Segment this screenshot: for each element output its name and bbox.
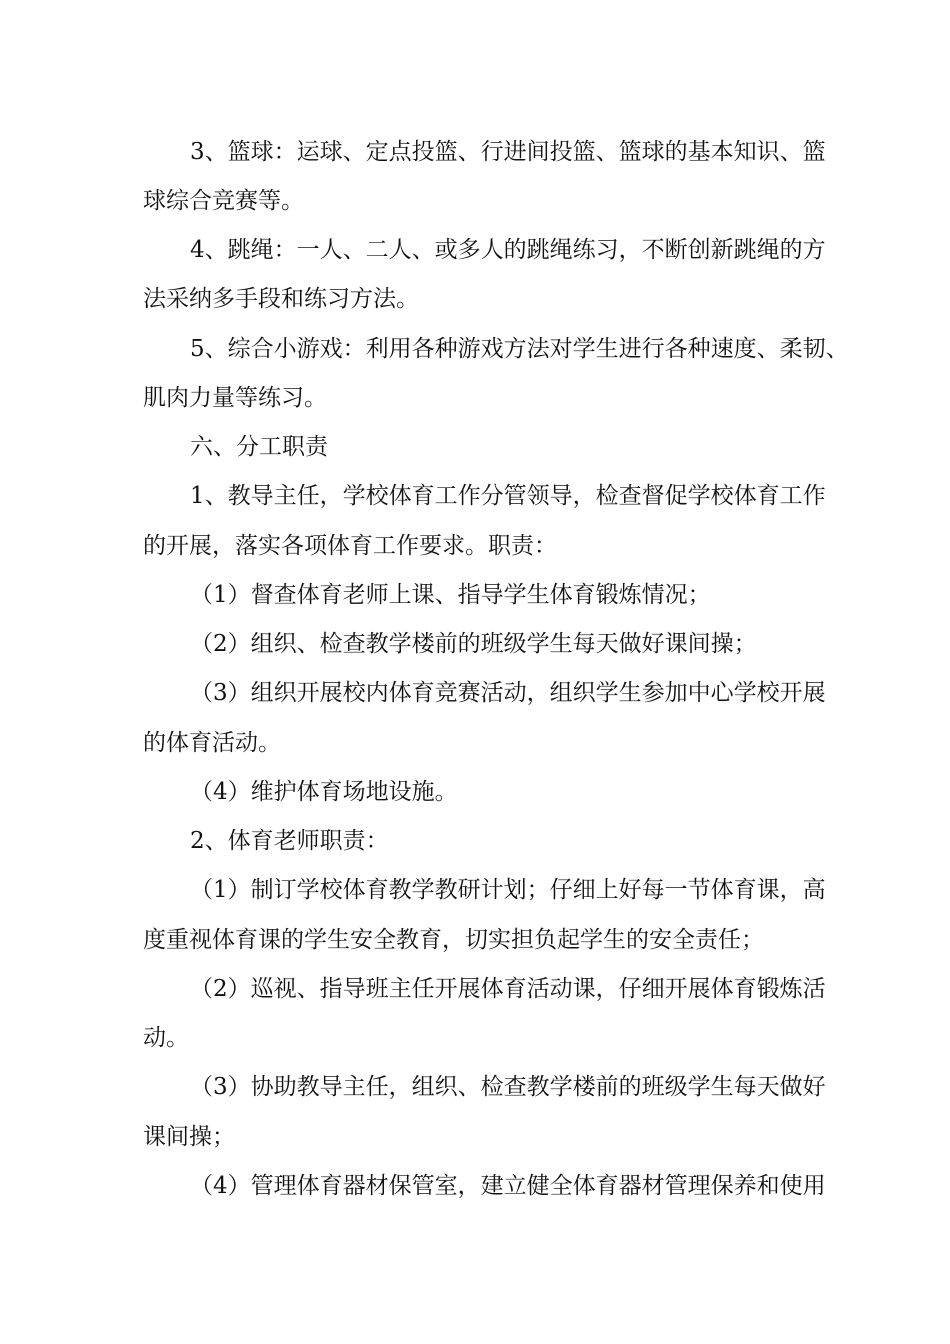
text-line: 的开展，落实各项体育工作要求。职责： bbox=[143, 533, 557, 559]
text-line: 球综合竞赛等。 bbox=[143, 188, 304, 214]
text-line: （2）组织、检查教学楼前的班级学生每天做好课间操； bbox=[190, 631, 757, 657]
text-line: 的体育活动。 bbox=[143, 730, 281, 756]
text-line: （1）督查体育老师上课、指导学生体育锻炼情况； bbox=[190, 582, 711, 608]
text-line: 4、跳绳：一人、二人、或多人的跳绳练习，不断创新跳绳的方 bbox=[190, 237, 826, 263]
text-line: （4）管理体育器材保管室，建立健全体育器材管理保养和使用 bbox=[190, 1173, 826, 1199]
text-line: 5、综合小游戏：利用各种游戏方法对学生进行各种速度、柔韧、 bbox=[190, 336, 849, 362]
text-line: （3）组织开展校内体育竞赛活动，组织学生参加中心学校开展 bbox=[190, 680, 826, 706]
text-line: 2、体育老师职责： bbox=[190, 828, 389, 854]
text-line: （4）维护体育场地设施。 bbox=[190, 779, 458, 805]
text-line: 法采纳多手段和练习方法。 bbox=[143, 286, 419, 312]
section-heading: 六、分工职责 bbox=[190, 434, 328, 460]
text-line: （3）协助教导主任，组织、检查教学楼前的班级学生每天做好 bbox=[190, 1074, 826, 1100]
text-line: （1）制订学校体育教学教研计划；仔细上好每一节体育课，高 bbox=[190, 877, 826, 903]
text-line: 肌肉力量等练习。 bbox=[143, 385, 327, 411]
text-line: 动。 bbox=[143, 1025, 189, 1051]
text-line: 1、教导主任，学校体育工作分管领导，检查督促学校体育工作 bbox=[190, 483, 826, 509]
text-line: 3、篮球：运球、定点投篮、行进间投篮、篮球的基本知识、篮 bbox=[190, 139, 826, 165]
text-line: （2）巡视、指导班主任开展体育活动课，仔细开展体育锻炼活 bbox=[190, 976, 826, 1002]
text-line: 度重视体育课的学生安全教育，切实担负起学生的安全责任； bbox=[143, 927, 764, 953]
text-line: 课间操； bbox=[143, 1124, 235, 1150]
